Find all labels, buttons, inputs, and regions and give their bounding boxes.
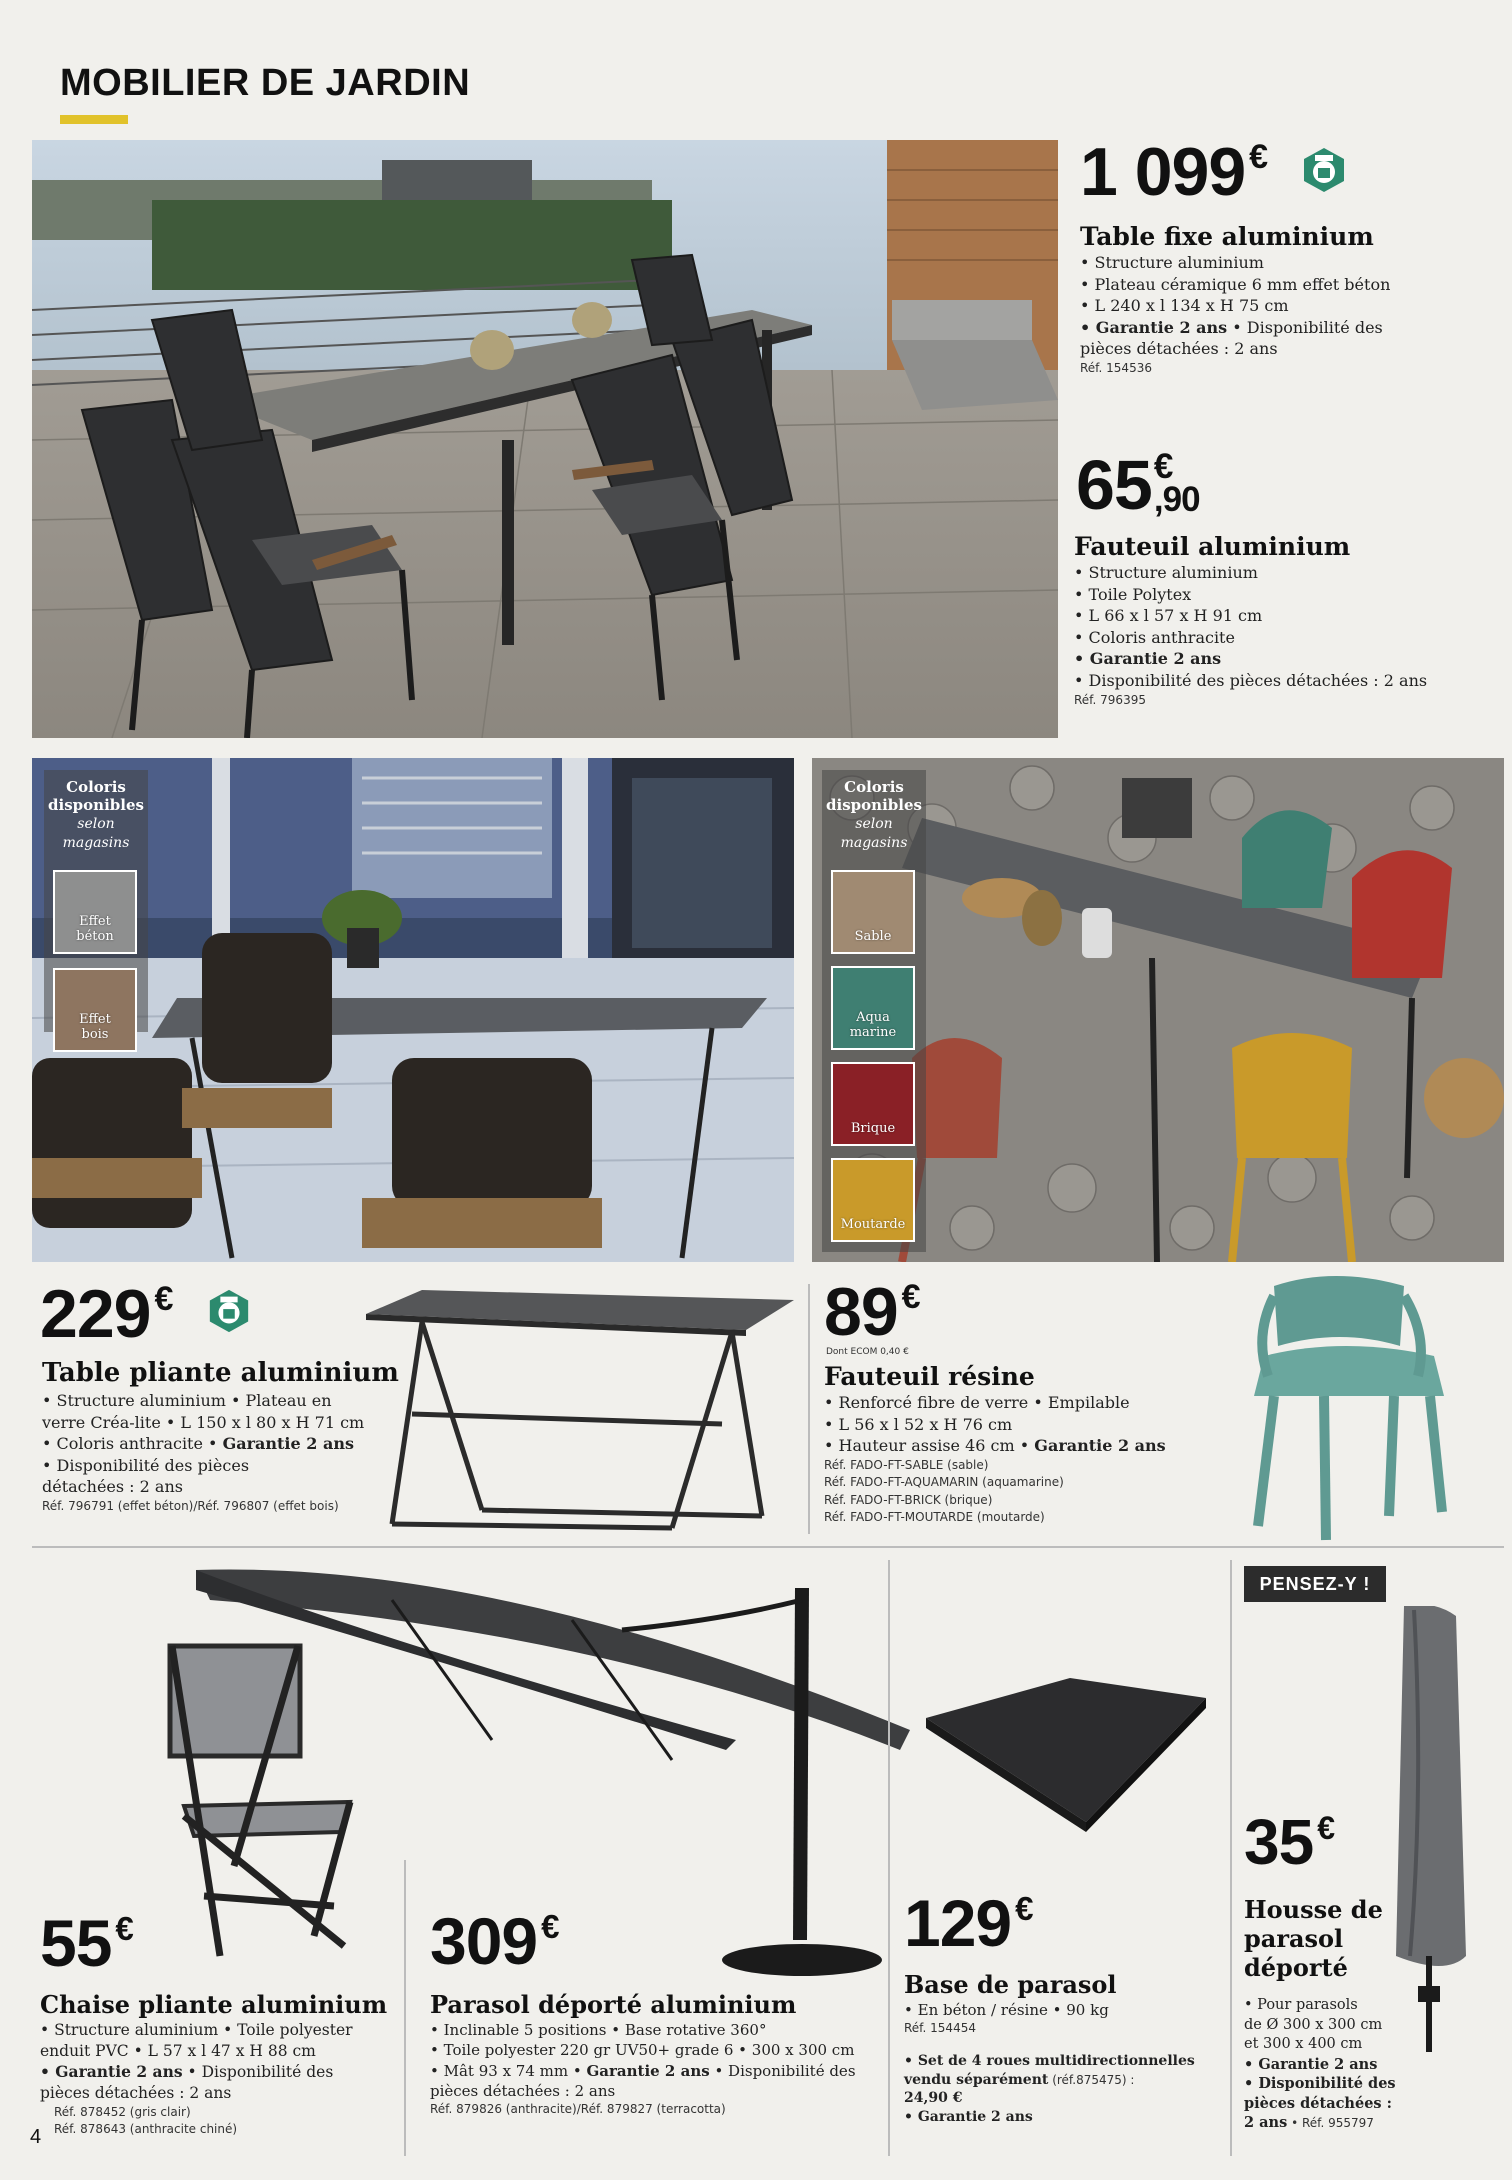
swatch-label: marine bbox=[849, 1024, 897, 1040]
chaise-pliante-spec bbox=[40, 2062, 353, 2083]
section-divider bbox=[1230, 1560, 1232, 2156]
fauteuil-alu-spec: • Structure aluminium bbox=[1074, 563, 1258, 582]
table-fixe-spec: • Plateau céramique 6 mm effet béton bbox=[1080, 274, 1391, 294]
base-parasol-spec: • En béton / résine • 90 kg bbox=[904, 2001, 1109, 2019]
parasol-price: 309 € bbox=[430, 1904, 559, 1978]
housse-spec: de Ø 300 x 300 cm bbox=[1244, 2016, 1383, 2033]
parasol-spec: pièces détachées : 2 ans bbox=[430, 2081, 616, 2100]
housse-spec: • Pour parasols bbox=[1244, 1997, 1358, 2013]
table-fixe-spec: • Structure aluminium bbox=[1080, 253, 1264, 272]
table-fixe-ref: Réf. 154536 bbox=[1080, 360, 1152, 375]
fauteuil-alu-specs bbox=[1074, 562, 1427, 709]
fauteuil-resine-title: Fauteuil résine bbox=[824, 1362, 1035, 1391]
table-pliante-spec: détachées : 2 ans bbox=[42, 1477, 183, 1497]
parasol-ref: Réf. 879826 (anthracite)/Réf. 879827 (terracotta) bbox=[430, 2102, 726, 2116]
swatch-heading-line: disponibles bbox=[48, 796, 144, 814]
spec-text: • Disponibilité des bbox=[709, 2061, 856, 2080]
parasol-spec: • Toile polyester 220 gr UV50+ grade 6 • 300 x 300 cm bbox=[430, 2041, 855, 2060]
spec-text: • Disponibilité des bbox=[182, 2062, 334, 2081]
housse-spec: et 300 x 400 cm bbox=[1244, 2036, 1363, 2053]
sustainable-wood-badge-icon bbox=[206, 1288, 252, 1334]
warranty-text: Garantie 2 ans bbox=[586, 2061, 710, 2080]
section-divider bbox=[32, 1546, 1504, 1548]
hero-photo-terrace bbox=[32, 140, 1058, 738]
fauteuil-resine-price: 89 € bbox=[824, 1274, 920, 1350]
chaise-pliante-ref: Réf. 878643 (anthracite chiné) bbox=[54, 2122, 238, 2137]
warranty-text: • Garantie 2 ans bbox=[1080, 317, 1228, 337]
table-pliante-title: Table pliante aluminium bbox=[42, 1358, 399, 1388]
page-heading: MOBILIER DE JARDIN bbox=[60, 62, 471, 104]
fauteuil-resine-ref: Réf. FADO-FT-SABLE (sable) bbox=[824, 1457, 989, 1472]
housse-specs bbox=[1244, 1996, 1396, 2134]
section-divider bbox=[808, 1284, 810, 1534]
table-pliante-spec: • Structure aluminium • Plateau en bbox=[42, 1391, 332, 1410]
parasol-cover-product-image bbox=[1384, 1606, 1468, 2056]
table-pliante-ref: Réf. 796791 (effet béton)/Réf. 796807 (effet bois) bbox=[42, 1498, 339, 1513]
swatch-heading-line: selon bbox=[855, 816, 893, 832]
table-fixe-specs bbox=[1080, 252, 1390, 377]
fauteuil-alu-title: Fauteuil aluminium bbox=[1074, 532, 1351, 561]
swatch-label: Sable bbox=[854, 928, 892, 944]
fauteuil-alu-ref: Réf. 796395 bbox=[1074, 692, 1146, 707]
fauteuil-alu-spec: • Coloris anthracite bbox=[1074, 627, 1235, 647]
parasol-base-product-image bbox=[920, 1672, 1210, 1832]
spec-text: • Hauteur assise 46 cm • bbox=[824, 1436, 1035, 1456]
swatch-label: Moutarde bbox=[840, 1216, 906, 1232]
fauteuil-alu-price: 65 € ,90 bbox=[1076, 446, 1200, 524]
section-divider bbox=[888, 1560, 890, 2156]
wheel-set-note bbox=[904, 2071, 1195, 2090]
fauteuil-resine-ref: Réf. FADO-FT-BRICK (brique) bbox=[824, 1492, 993, 1507]
fauteuil-alu-spec: • Toile Polytex bbox=[1074, 584, 1192, 604]
spec-text: vendu séparément bbox=[904, 2071, 1049, 2088]
fauteuil-resine-ref: Réf. FADO-FT-MOUTARDE (moutarde) bbox=[824, 1509, 1045, 1524]
table-fixe-title: Table fixe aluminium bbox=[1080, 222, 1374, 251]
fauteuil-resine-ecom: Dont ECOM 0,40 € bbox=[826, 1347, 909, 1357]
housse-spec: pièces détachées : bbox=[1244, 2094, 1392, 2112]
table-fixe-price: 1 099 € bbox=[1080, 134, 1268, 210]
fauteuil-alu-spec: • Garantie 2 ans bbox=[1074, 649, 1222, 669]
parasol-title: Parasol déporté aluminium bbox=[430, 1990, 797, 2019]
base-parasol-specs bbox=[904, 2000, 1195, 2127]
swatch-label: Aqua bbox=[856, 1010, 890, 1026]
swatch-label: bois bbox=[81, 1026, 109, 1042]
resin-chair-product-image bbox=[1244, 1276, 1454, 1542]
pensez-y-tag: PENSEZ-Y ! bbox=[1244, 1566, 1386, 1602]
table-fixe-spec: • L 240 x l 134 x H 75 cm bbox=[1080, 296, 1289, 316]
spec-text: • Mât 93 x 74 mm • bbox=[430, 2061, 587, 2080]
swatch-label: béton bbox=[76, 928, 114, 944]
swatch-panel-heading bbox=[44, 778, 148, 852]
section-divider bbox=[404, 1860, 406, 2156]
fauteuil-alu-spec: • Disponibilité des pièces détachées : 2 ans bbox=[1074, 670, 1428, 690]
housse-ref: • Réf. 955797 bbox=[1287, 2116, 1374, 2131]
fauteuil-resine-specs bbox=[824, 1392, 1166, 1526]
housse-spec: • Garantie 2 ans bbox=[1244, 2055, 1378, 2073]
table-fixe-spec bbox=[1080, 317, 1390, 339]
swatch-heading-line: magasins bbox=[840, 834, 908, 851]
table-pliante-spec bbox=[42, 1433, 364, 1455]
warranty-text: Garantie 2 ans bbox=[222, 1434, 354, 1454]
swatch-effet-beton[interactable] bbox=[53, 870, 137, 954]
chaise-pliante-ref: Réf. 878452 (gris clair) bbox=[54, 2104, 191, 2119]
housse-title-line: Housse de bbox=[1244, 1895, 1383, 1924]
swatch-label: Effet bbox=[79, 914, 111, 930]
table-fixe-spec: pièces détachées : 2 ans bbox=[1080, 339, 1278, 359]
parasol-spec bbox=[430, 2061, 856, 2081]
fauteuil-resine-spec: • L 56 x l 52 x H 76 cm bbox=[824, 1414, 1013, 1434]
warranty-text: Garantie 2 ans bbox=[1034, 1436, 1166, 1456]
base-parasol-title: Base de parasol bbox=[904, 1970, 1117, 1999]
chaise-pliante-price: 55 € bbox=[40, 1906, 133, 1980]
parasol-specs bbox=[430, 2020, 856, 2118]
wheel-set-ref: (réf.875475) : bbox=[1048, 2072, 1135, 2087]
swatch-effet-bois[interactable] bbox=[53, 968, 137, 1052]
chaise-pliante-spec: pièces détachées : 2 ans bbox=[40, 2083, 232, 2102]
fauteuil-resine-spec bbox=[824, 1435, 1166, 1457]
spec-text: • Coloris anthracite • bbox=[42, 1434, 223, 1454]
table-pliante-price: 229 € bbox=[40, 1276, 173, 1352]
base-parasol-price: 129 € bbox=[904, 1886, 1033, 1960]
spec-text: 2 ans bbox=[1244, 2114, 1288, 2132]
fauteuil-resine-ref: Réf. FADO-FT-AQUAMARIN (aquamarine) bbox=[824, 1475, 1064, 1490]
housse-spec: • Disponibilité des bbox=[1244, 2075, 1396, 2093]
housse-title-line: parasol bbox=[1244, 1923, 1344, 1953]
wheel-set-price: 24,90 € bbox=[904, 2090, 963, 2107]
housse-title-line: déporté bbox=[1244, 1952, 1348, 1982]
swatch-heading-line: Coloris bbox=[844, 778, 904, 796]
heading-accent-bar bbox=[60, 115, 128, 124]
folding-table-product-image bbox=[362, 1284, 798, 1534]
table-pliante-spec: • Disponibilité des pièces bbox=[42, 1455, 250, 1475]
swatch-brique[interactable] bbox=[831, 1062, 915, 1146]
page-number: 4 bbox=[30, 2126, 42, 2148]
sustainable-wood-badge-icon bbox=[1300, 146, 1348, 194]
swatch-sable[interactable] bbox=[831, 870, 915, 954]
base-parasol-ref: Réf. 154454 bbox=[904, 2021, 976, 2036]
swatch-label: Brique bbox=[850, 1120, 896, 1136]
swatch-panel-heading bbox=[822, 778, 926, 852]
fauteuil-alu-spec: • L 66 x l 57 x H 91 cm bbox=[1074, 606, 1263, 626]
chaise-pliante-spec: enduit PVC • L 57 x l 47 x H 88 cm bbox=[40, 2041, 316, 2060]
housse-price: 35 € bbox=[1244, 1806, 1334, 1878]
swatch-moutarde[interactable] bbox=[831, 1158, 915, 1242]
swatch-heading-line: magasins bbox=[62, 834, 130, 851]
color-swatch-panel-chairs bbox=[822, 770, 926, 1252]
housse-title bbox=[1244, 1896, 1383, 1982]
swatch-aqua-marine[interactable] bbox=[831, 966, 915, 1050]
swatch-label: Effet bbox=[79, 1012, 111, 1028]
housse-spec bbox=[1244, 2113, 1396, 2134]
swatch-heading-line: selon bbox=[77, 816, 115, 832]
spec-text: • Disponibilité des bbox=[1227, 317, 1383, 337]
chaise-pliante-specs bbox=[40, 2020, 353, 2138]
chaise-pliante-title: Chaise pliante aluminium bbox=[40, 1990, 388, 2019]
parasol-spec: • Inclinable 5 positions • Base rotative 360° bbox=[430, 2021, 767, 2039]
chaise-pliante-spec: • Structure aluminium • Toile polyester bbox=[40, 2021, 353, 2039]
table-pliante-specs bbox=[42, 1390, 364, 1515]
warranty-text: • Garantie 2 ans bbox=[904, 2109, 1033, 2126]
fauteuil-resine-spec: • Renforcé fibre de verre • Empilable bbox=[824, 1393, 1130, 1412]
swatch-heading-line: Coloris bbox=[66, 778, 126, 796]
swatch-heading-line: disponibles bbox=[826, 796, 922, 814]
table-pliante-spec: verre Créa-lite • L 150 x l 80 x H 71 cm bbox=[42, 1412, 365, 1432]
wheel-set-note: • Set de 4 roues multidirectionnelles bbox=[904, 2052, 1195, 2069]
warranty-text: • Garantie 2 ans bbox=[40, 2061, 183, 2081]
color-swatch-panel-table bbox=[44, 770, 148, 1042]
